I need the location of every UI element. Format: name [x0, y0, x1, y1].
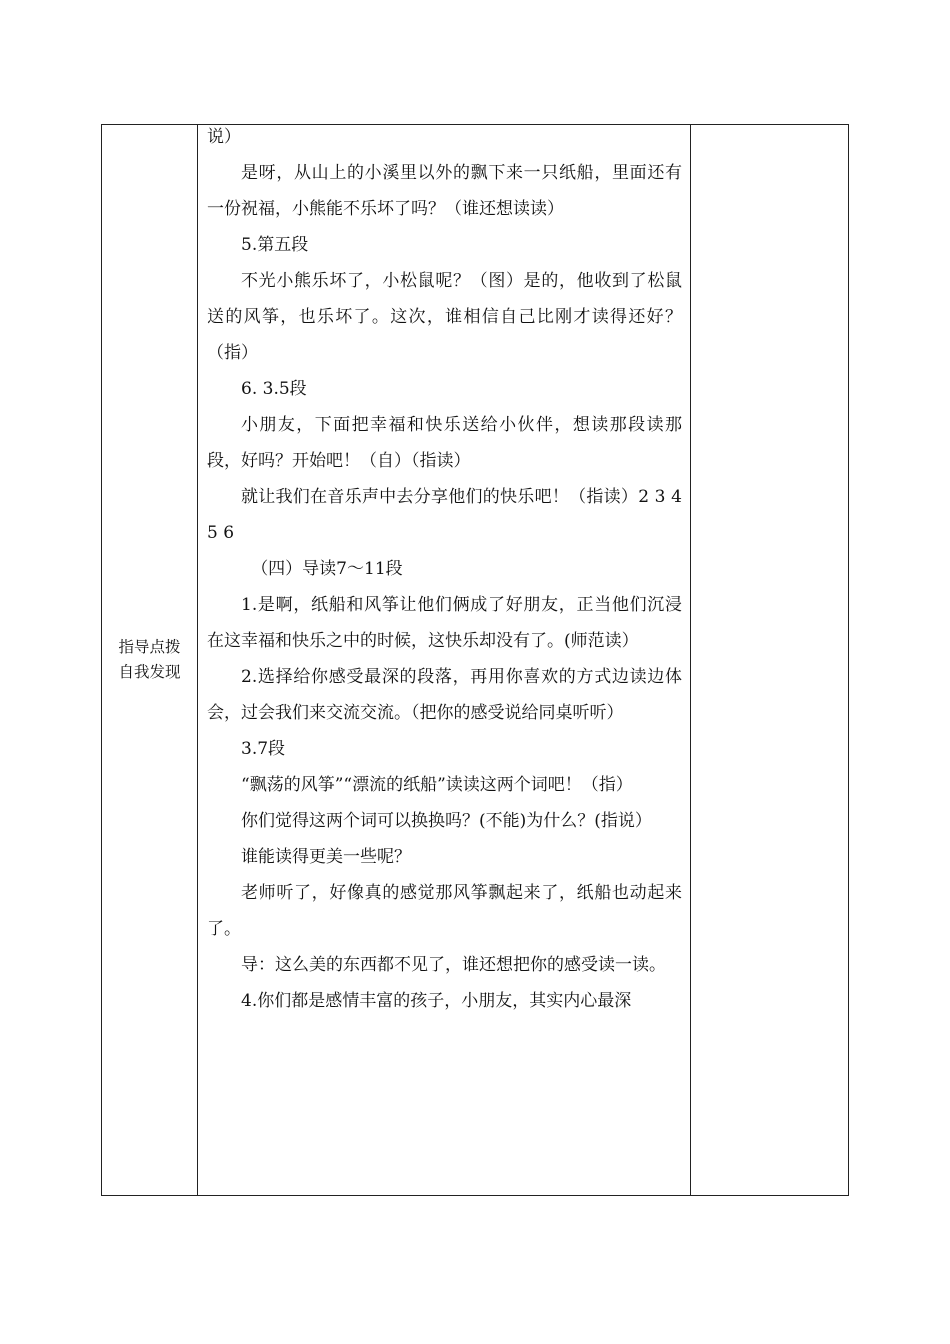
paragraph: 小朋友，下面把幸福和快乐送给小伙伴，想读那段读那段，好吗？开始吧！（自）（指读）: [207, 415, 682, 471]
paragraph: 5.第五段: [241, 235, 309, 255]
paragraph: 3.7段: [241, 739, 286, 759]
paragraph: 是呀，从山上的小溪里以外的飘下来一只纸船，里面还有一份祝福，小熊能不乐坏了吗？（谁还想读读）: [207, 163, 682, 219]
paragraph: 6. 3.5段: [241, 379, 307, 399]
paragraph: 老师听了，好像真的感觉那风筝飘起来了，纸船也动起来了。: [207, 883, 682, 939]
paragraph: 就让我们在音乐声中去分享他们的快乐吧！（指读）2 3 4 5 6: [207, 487, 682, 543]
lesson-content-cell: [198, 125, 691, 1195]
section-label-cell: [102, 125, 198, 1195]
paragraph: “飘荡的风筝”“漂流的纸船”读读这两个词吧！（指）: [241, 775, 633, 795]
lesson-plan-table: [101, 124, 849, 1196]
section-label-line1: 指导点拨: [118, 638, 181, 656]
paragraph: （四）导读7～11段: [251, 559, 403, 579]
paragraph: 你们觉得这两个词可以换换吗？(不能)为什么？(指说）: [241, 811, 652, 831]
section-label-line2: 自我发现: [118, 663, 181, 681]
notes-cell: [691, 125, 848, 1195]
paragraph: 2.选择给你感受最深的段落，再用你喜欢的方式边读边体会，过会我们来交流交流。（把你的感受说给同桌听听）: [207, 667, 682, 723]
paragraph: 不光小熊乐坏了，小松鼠呢？（图）是的，他收到了松鼠送的风筝，也乐坏了。这次，谁相信自己比刚才读得还好？（指）: [207, 271, 682, 363]
paragraph: 4.你们都是感情丰富的孩子，小朋友，其实内心最深: [241, 991, 632, 1011]
paragraph: 导：这么美的东西都不见了，谁还想把你的感受读一读。: [241, 955, 666, 975]
paragraph: 谁能读得更美一些呢？: [241, 847, 411, 867]
paragraph: 1.是啊，纸船和风筝让他们俩成了好朋友，正当他们沉浸在这幸福和快乐之中的时候，这快乐却没有了。(师范读）: [207, 595, 682, 651]
paragraph: 说）: [207, 127, 241, 147]
